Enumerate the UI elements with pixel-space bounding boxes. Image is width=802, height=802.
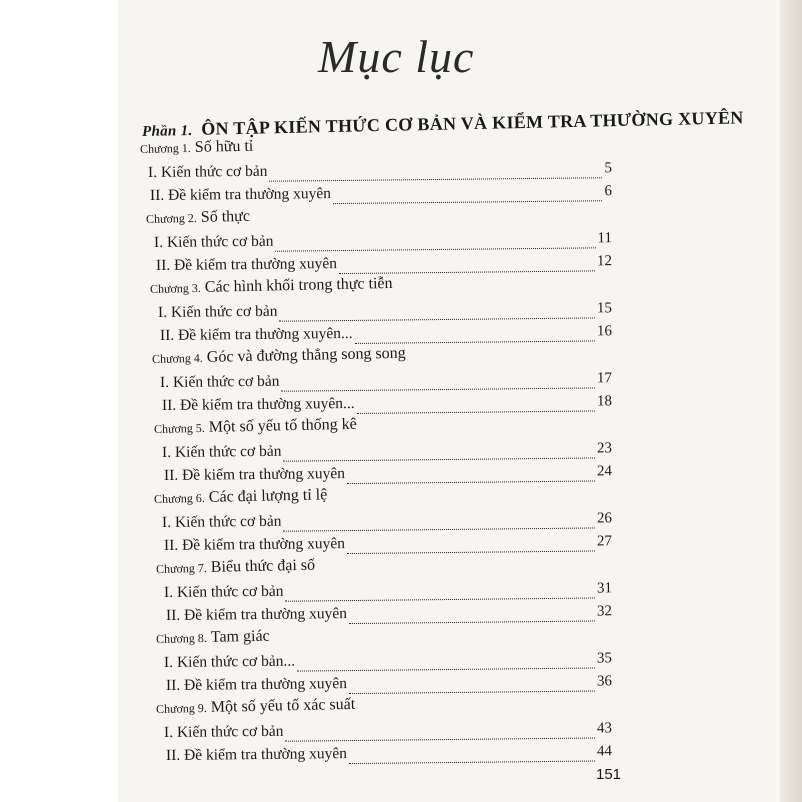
chapter-heading[interactable] — [140, 138, 254, 158]
toc-entry-page: 43 — [596, 720, 613, 737]
chapter-label: Chương 7. — [155, 560, 207, 576]
chapter-label: Chương 4. — [151, 350, 203, 366]
chapter-heading[interactable] — [154, 486, 328, 508]
toc-entry-title: I. Kiến thức cơ bản — [157, 302, 278, 321]
chapter-name: Số thực — [200, 207, 251, 226]
toc-entry-page: 36 — [596, 673, 613, 690]
part-title: ÔN TẬP KIẾN THỨC CƠ BẢN VÀ KIỂM TRA THƯỜNG XUYÊN — [201, 107, 744, 139]
toc-entry-title: II. Đề kiểm tra thường xuyên — [163, 465, 346, 484]
toc-entry-title: II. Đề kiểm tra thường xuyên — [149, 185, 332, 204]
toc-entry-page: 27 — [596, 533, 613, 550]
toc-entry-title: II. Đề kiểm tra thường xuyên... — [161, 394, 355, 414]
chapter-name: Một số yếu tố xác suất — [210, 695, 356, 716]
toc-entry-title: I. Kiến thức cơ bản — [163, 582, 284, 601]
chapter-label: Chương 5. — [153, 420, 205, 436]
toc-entry-page: 18 — [596, 393, 613, 410]
toc-entry-page: 26 — [596, 510, 613, 527]
toc-entry-title: I. Kiến thức cơ bản — [159, 372, 280, 391]
part-label: Phần 1. — [141, 122, 193, 140]
chapter-name: Các hình khối trong thực tiễn — [204, 274, 393, 296]
page-number: 151 — [596, 766, 622, 783]
chapter-name: Một số yếu tố thống kê — [208, 415, 357, 436]
page-edge — [780, 0, 802, 802]
chapter-label: Chương 9. — [155, 700, 207, 716]
chapter-label: Chương 1. — [139, 140, 191, 156]
toc-entry-page: 31 — [596, 580, 613, 597]
chapter-name: Số hữu tỉ — [194, 137, 254, 156]
toc-entry-page: 17 — [596, 370, 613, 387]
toc-entry-page: 12 — [596, 253, 613, 270]
toc-entry-page: 44 — [596, 743, 613, 760]
toc-entry-title: I. Kiến thức cơ bản — [161, 442, 282, 461]
chapter-name: Góc và đường thẳng song song — [206, 344, 406, 366]
toc-entry-title: I. Kiến thức cơ bản... — [163, 652, 296, 671]
toc-entry-title: I. Kiến thức cơ bản — [163, 722, 284, 741]
toc-entry-title: II. Đề kiểm tra thường xuyên — [165, 605, 348, 624]
toc-entry-title: II. Đề kiểm tra thường xuyên — [155, 255, 338, 274]
toc-entry-title: II. Đề kiểm tra thường xuyên — [165, 745, 348, 764]
chapter-heading[interactable] — [156, 557, 315, 578]
toc-entry-page: 5 — [604, 160, 613, 177]
chapter-name: Biểu thức đại số — [210, 556, 316, 576]
chapter-heading[interactable] — [156, 628, 270, 648]
chapter-name: Tam giác — [210, 627, 270, 646]
toc-entry-page: 16 — [596, 323, 613, 340]
toc-entry-title: I. Kiến thức cơ bản — [161, 512, 282, 531]
toc-entry-title: I. Kiến thức cơ bản — [147, 162, 268, 181]
toc-entry-page: 35 — [596, 650, 613, 667]
toc-entry-page: 23 — [596, 440, 613, 457]
chapter-label: Chương 6. — [153, 490, 205, 506]
chapter-label: Chương 2. — [145, 210, 197, 226]
toc-entry-title: II. Đề kiểm tra thường xuyên... — [159, 324, 353, 344]
chapter-label: Chương 8. — [155, 630, 207, 646]
toc-entry-page: 6 — [604, 183, 613, 200]
toc-entry-title: II. Đề kiểm tra thường xuyên — [165, 675, 348, 694]
chapter-label: Chương 3. — [149, 280, 201, 296]
toc-entry-page: 11 — [597, 230, 613, 247]
toc-entry-page: 15 — [596, 300, 613, 317]
chapter-heading[interactable] — [146, 208, 250, 228]
toc-entry-title: I. Kiến thức cơ bản — [153, 232, 274, 251]
toc-entry-page: 24 — [596, 463, 613, 480]
toc-entry-page: 32 — [596, 603, 613, 620]
toc-title: Mục lục — [318, 31, 475, 82]
chapter-name: Các đại lượng tỉ lệ — [208, 486, 328, 506]
toc-entry-title: II. Đề kiểm tra thường xuyên — [163, 535, 346, 554]
